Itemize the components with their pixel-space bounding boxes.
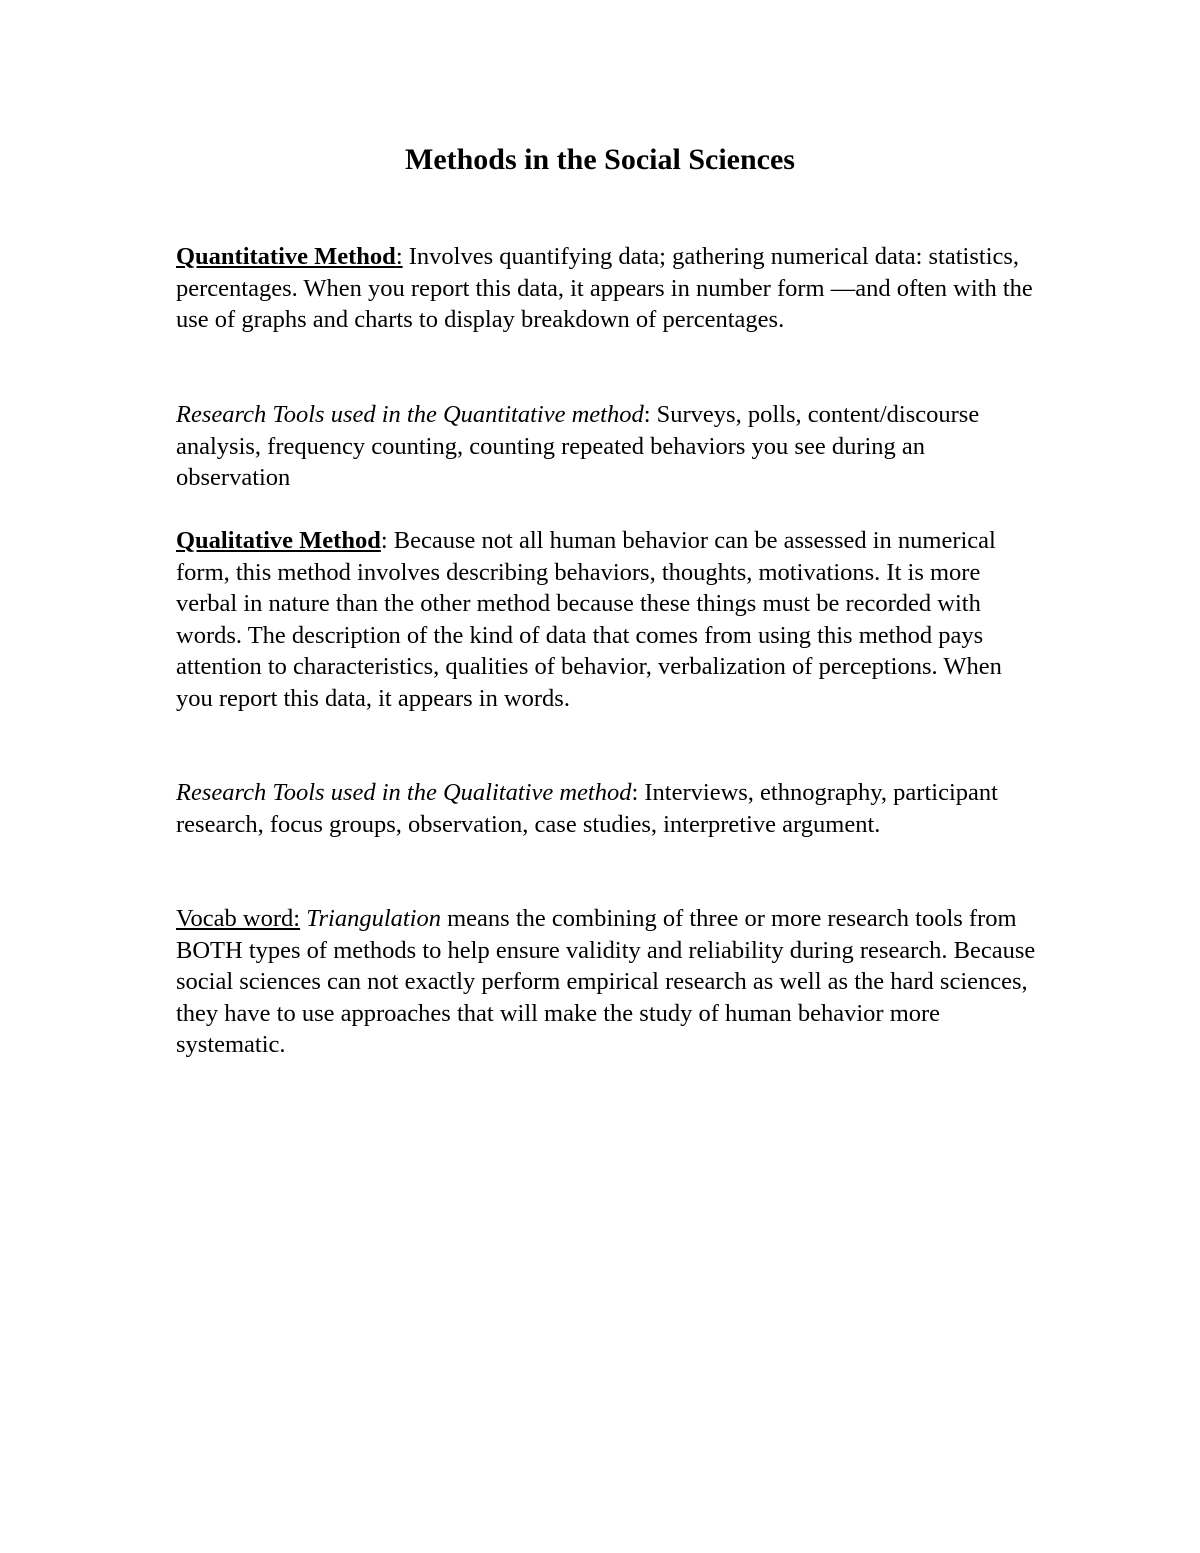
quantitative-tools-label: Research Tools used in the Quantitative method <box>176 401 644 428</box>
page-title: Methods in the Social Sciences <box>405 143 795 176</box>
quantitative-method-term: Quantitative Method <box>176 243 396 270</box>
vocab-word-term: Triangulation <box>306 905 441 932</box>
vocab-word-paragraph <box>176 903 1036 1061</box>
quantitative-method-definition: Involves quantifying data; gathering numerical data: statistics, percentages. When you report this data, it appears in number form —and often with the use of graphs and charts to display breakdown of percentages. <box>176 243 1033 333</box>
vocab-word-definition: means the combining of three or more research tools from BOTH types of methods to help ensure validity and reliability during research. Because social sciences can not exactly perform empirical research as well as the hard sciences, they have to use approaches that will make the study of human behavior more systematic. <box>176 905 1036 1058</box>
quantitative-tools-list: : Surveys, polls, content/discourse analysis, frequency counting, counting repeated behaviors you see during an observation <box>176 401 980 491</box>
vocab-word-label: Vocab word: <box>176 905 301 932</box>
qualitative-tools-list: : Interviews, ethnography, participant research, focus groups, observation, case studies, interpretive argument. <box>176 779 998 838</box>
qualitative-method-term: Qualitative Method <box>176 527 381 554</box>
qualitative-tools-label: Research Tools used in the Qualitative method <box>176 779 632 806</box>
qualitative-method-definition: : Because not all human behavior can be assessed in numerical form, this method involves describing behaviors, thoughts, motivations. It is more verbal in nature than the other method because these things must be recorded with words. The description of the kind of data that comes from using this method pays attention to characteristics, qualities of behavior, verbalization of perceptions. When you report this data, it appears in words. <box>176 527 1002 712</box>
qualitative-method-paragraph <box>176 525 1036 714</box>
qualitative-tools-paragraph <box>176 777 1036 840</box>
quantitative-method-colon: : <box>395 243 403 270</box>
quantitative-method-paragraph <box>176 241 1036 336</box>
quantitative-tools-paragraph <box>176 399 1036 494</box>
